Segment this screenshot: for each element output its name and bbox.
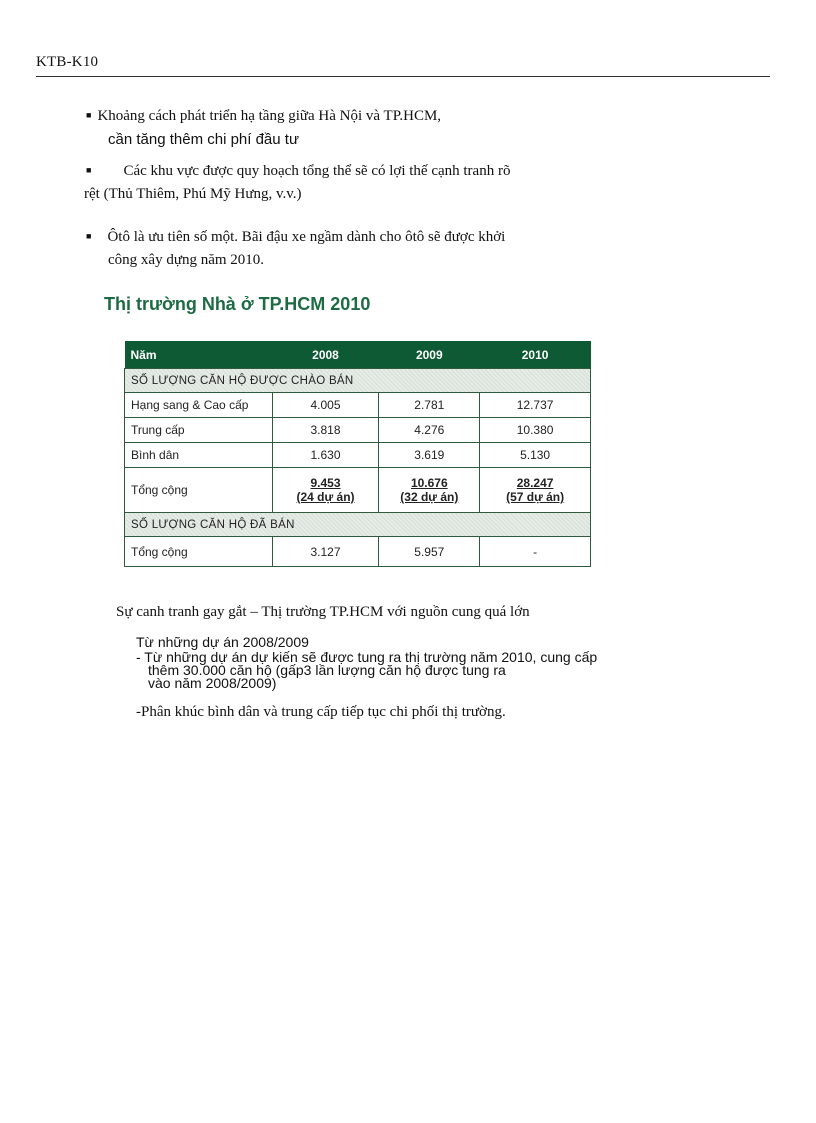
header-year: Năm	[125, 341, 273, 369]
cell-value: 4.005	[272, 393, 379, 418]
cell-value: -	[480, 537, 591, 567]
cell-value: 2.781	[379, 393, 480, 418]
bullet-item-2	[86, 159, 510, 206]
cell-value: 5.130	[480, 443, 591, 468]
table-title: Thị trường Nhà ở TP.HCM 2010	[104, 294, 371, 314]
total-value: 28.247	[516, 476, 554, 490]
projects-2008-2009-line: Từ những dự án 2008/2009	[136, 634, 309, 650]
table-header-row	[125, 341, 591, 369]
table-row	[125, 418, 591, 443]
page-header-label: KTB-K10	[36, 54, 99, 70]
header-divider	[36, 76, 770, 77]
bullet-2-line-2: rệt (Thủ Thiêm, Phú Mỹ Hưng, v.v.)	[84, 186, 302, 202]
row-label: Tổng cộng	[125, 537, 273, 567]
projects-2010-line-3: vào năm 2008/2009)	[148, 675, 277, 691]
segment-paragraph: -Phân khúc bình dân và trung cấp tiếp tục chi phối thị trường.	[136, 704, 506, 720]
bullet-item-3	[86, 225, 505, 272]
cell-value: 10.380	[480, 418, 591, 443]
cell-value: 3.619	[379, 443, 480, 468]
cell-total	[480, 468, 591, 513]
cell-value: 12.737	[480, 393, 591, 418]
total-value: 10.676	[410, 476, 448, 490]
cell-value: 1.630	[272, 443, 379, 468]
bullet-2-line-1: Các khu vực được quy hoạch tổng thể sẽ có lợi thế cạnh tranh rõ	[123, 163, 511, 179]
header-2008: 2008	[272, 341, 379, 369]
projects-2010-line-2: thêm 30.000 căn hộ (gấp3 lần lượng căn hộ được tung ra	[148, 662, 506, 678]
total-value: 9.453	[310, 476, 341, 490]
cell-value: 3.127	[272, 537, 379, 567]
square-bullet-icon: ■	[86, 165, 92, 175]
projects-2010-paragraph	[136, 651, 597, 690]
header-2010: 2010	[480, 341, 591, 369]
row-label: Bình dân	[125, 443, 273, 468]
row-label: Hạng sang & Cao cấp	[125, 393, 273, 418]
bullet-3-line-2: công xây dựng năm 2010.	[108, 252, 265, 268]
table-row	[125, 443, 591, 468]
bullet-item-1	[86, 104, 441, 151]
bullet-1-line-2: cần tăng thêm chi phí đầu tư	[108, 131, 299, 148]
total-projects: (32 dự án)	[400, 490, 459, 504]
table-row-total-sold	[125, 537, 591, 567]
section-row-offered	[125, 369, 591, 393]
cell-total	[379, 468, 480, 513]
section-label-sold: SỐ LƯỢNG CĂN HỘ ĐÃ BÁN	[125, 513, 591, 537]
header-2009: 2009	[379, 341, 480, 369]
section-row-sold	[125, 513, 591, 537]
section-label-offered: SỐ LƯỢNG CĂN HỘ ĐƯỢC CHÀO BÁN	[125, 369, 591, 393]
total-projects: (57 dự án)	[506, 490, 565, 504]
cell-value: 5.957	[379, 537, 480, 567]
row-label: Tổng cộng	[125, 468, 273, 513]
square-bullet-icon: ■	[86, 231, 92, 241]
competition-paragraph: Sự canh tranh gay gắt – Thị trường TP.HCM với nguồn cung quá lớn	[116, 604, 530, 620]
cell-value: 3.818	[272, 418, 379, 443]
row-label: Trung cấp	[125, 418, 273, 443]
table-row-total-offered	[125, 468, 591, 513]
housing-market-table	[124, 341, 591, 567]
cell-total	[272, 468, 379, 513]
cell-value: 4.276	[379, 418, 480, 443]
table-row	[125, 393, 591, 418]
square-bullet-icon: ■	[86, 110, 92, 120]
projects-2010-line-1: - Từ những dự án dự kiến sẽ được tung ra thị trường năm 2010, cung cấp	[136, 649, 598, 665]
bullet-1-line-1: Khoảng cách phát triển hạ tầng giữa Hà Nội và TP.HCM,	[97, 108, 442, 124]
bullet-3-line-1: Ôtô là ưu tiên số một. Bãi đậu xe ngầm dành cho ôtô sẽ được khởi	[107, 229, 506, 245]
total-projects: (24 dự án)	[296, 490, 355, 504]
